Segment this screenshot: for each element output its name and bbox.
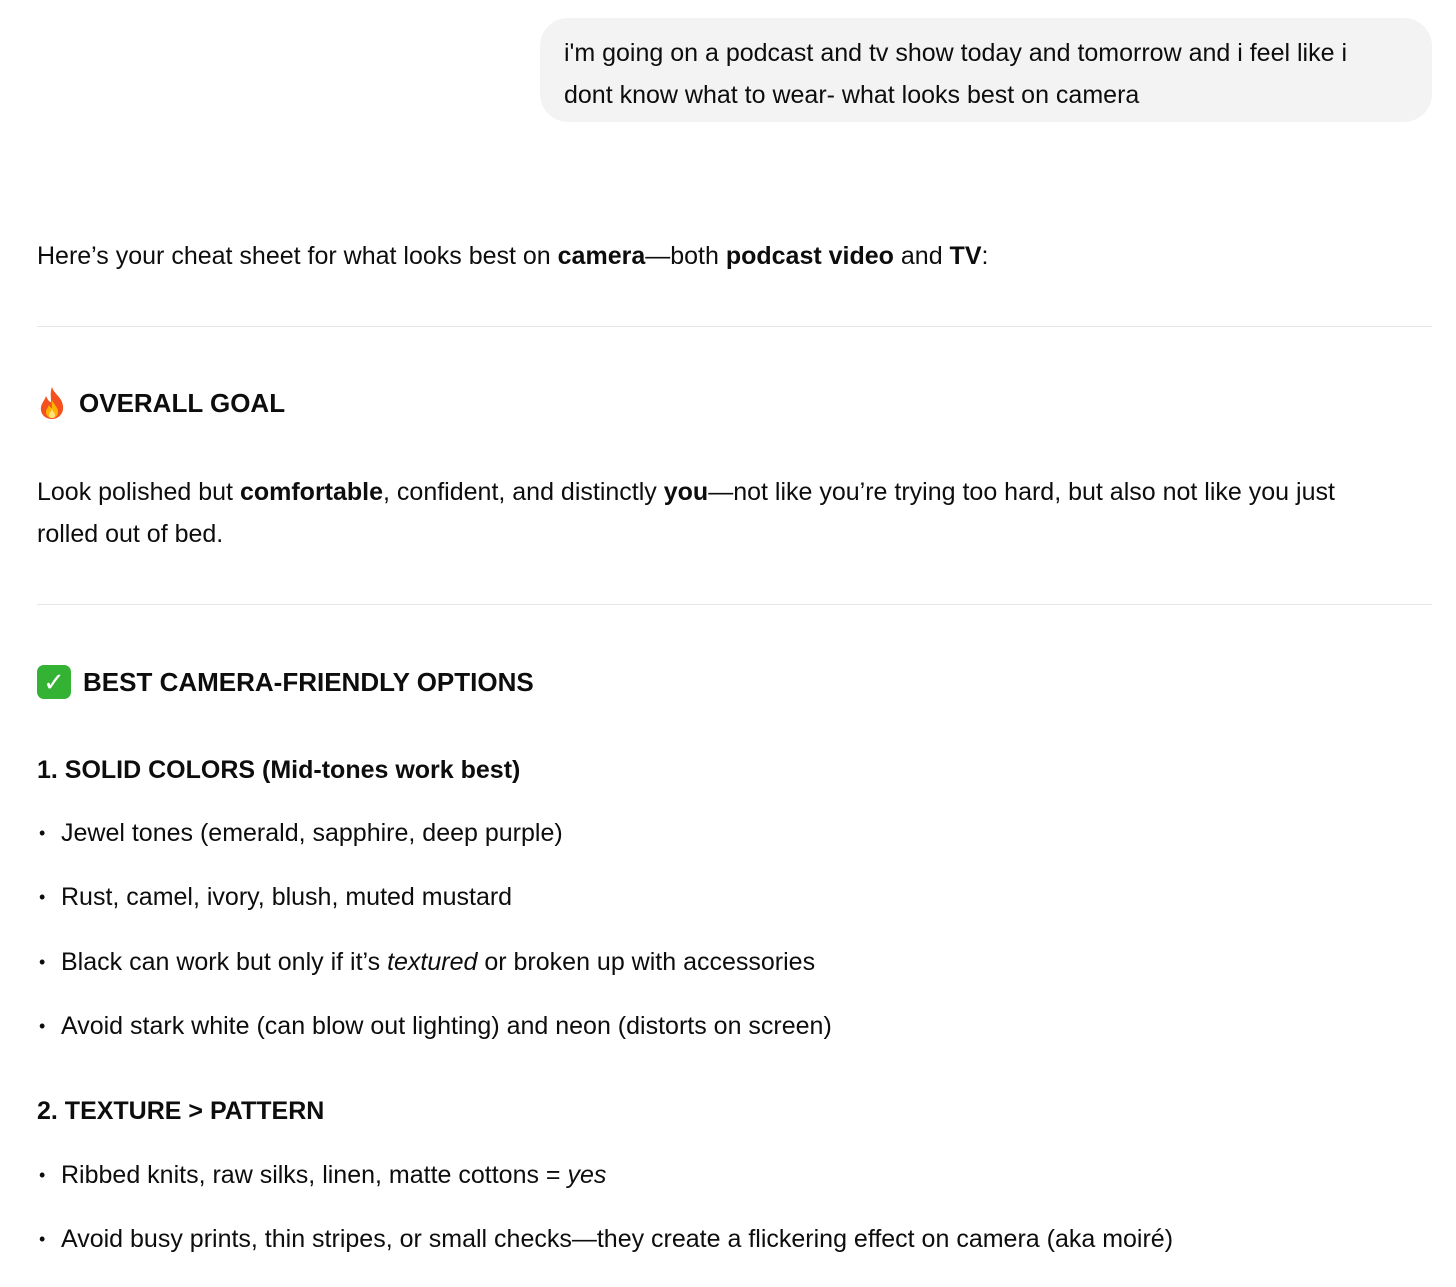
overall-goal-paragraph-line-1 [37, 471, 1335, 513]
bullet-dot-icon: • [39, 887, 46, 907]
list-item-text-2: or broken up with accessories [477, 948, 816, 976]
list-item-text: Avoid stark white (can blow out lighting) and neon (distorts on screen) [61, 1012, 832, 1040]
overall-goal-heading-text: OVERALL GOAL [79, 388, 286, 418]
intro-text-1: Here’s your cheat sheet for what looks best on [37, 242, 558, 270]
bullet-dot-icon: • [39, 823, 46, 843]
intro-text-2: —both [645, 242, 726, 270]
subheading-solid-colors: 1. SOLID COLORS (Mid-tones work best) [37, 756, 521, 784]
list-item-italic-yes: yes [567, 1161, 607, 1189]
intro-bold-camera: camera [557, 242, 646, 270]
intro-bold-podcast-video: podcast video [725, 242, 894, 270]
fire-icon [37, 386, 67, 420]
divider-1 [37, 326, 1432, 327]
goal-text-2: , confident, and distinctly [383, 478, 664, 506]
divider-2 [37, 604, 1432, 605]
list-item [37, 1155, 606, 1195]
best-options-heading-text: BEST CAMERA-FRIENDLY OPTIONS [83, 667, 534, 697]
intro-bold-tv: TV [949, 242, 982, 270]
overall-goal-paragraph-line-2: rolled out of bed. [37, 520, 224, 548]
bullet-dot-icon: • [39, 1016, 46, 1036]
list-item [37, 942, 815, 982]
list-item [37, 1006, 832, 1046]
list-item-text: Jewel tones (emerald, sapphire, deep purple) [61, 819, 563, 847]
intro-paragraph [37, 235, 988, 277]
user-message-bubble [540, 18, 1432, 122]
goal-text-3: —not like you’re trying too hard, but also not like you just [708, 478, 1335, 506]
intro-text-3: and [893, 242, 950, 270]
list-item [37, 877, 512, 917]
intro-text-4: : [981, 242, 989, 270]
list-item [37, 813, 563, 853]
user-message-line-1: i'm going on a podcast and tv show today and tomorrow and i feel like i [564, 39, 1347, 67]
list-item-text-1: Ribbed knits, raw silks, linen, matte cottons = [61, 1161, 568, 1189]
list-item-text: Rust, camel, ivory, blush, muted mustard [61, 883, 513, 911]
list-item-italic-textured: textured [387, 948, 478, 976]
list-item-text: Avoid busy prints, thin stripes, or small checks—they create a flickering effect on camera (aka moiré) [61, 1225, 1174, 1253]
bullet-dot-icon: • [39, 1229, 46, 1249]
list-item [37, 1219, 1173, 1259]
check-mark-icon: ✓ [37, 665, 71, 699]
bullet-dot-icon: • [39, 952, 46, 972]
goal-bold-you: you [663, 478, 709, 506]
section-heading-overall-goal [37, 383, 285, 423]
subheading-texture-pattern: 2. TEXTURE > PATTERN [37, 1097, 325, 1125]
user-message-line-2: dont know what to wear- what looks best on camera [564, 81, 1140, 109]
goal-bold-comfortable: comfortable [239, 478, 384, 506]
list-item-text-1: Black can work but only if it’s [61, 948, 388, 976]
bullet-dot-icon: • [39, 1165, 46, 1185]
goal-text-1: Look polished but [37, 478, 240, 506]
section-heading-best-options [37, 662, 534, 702]
